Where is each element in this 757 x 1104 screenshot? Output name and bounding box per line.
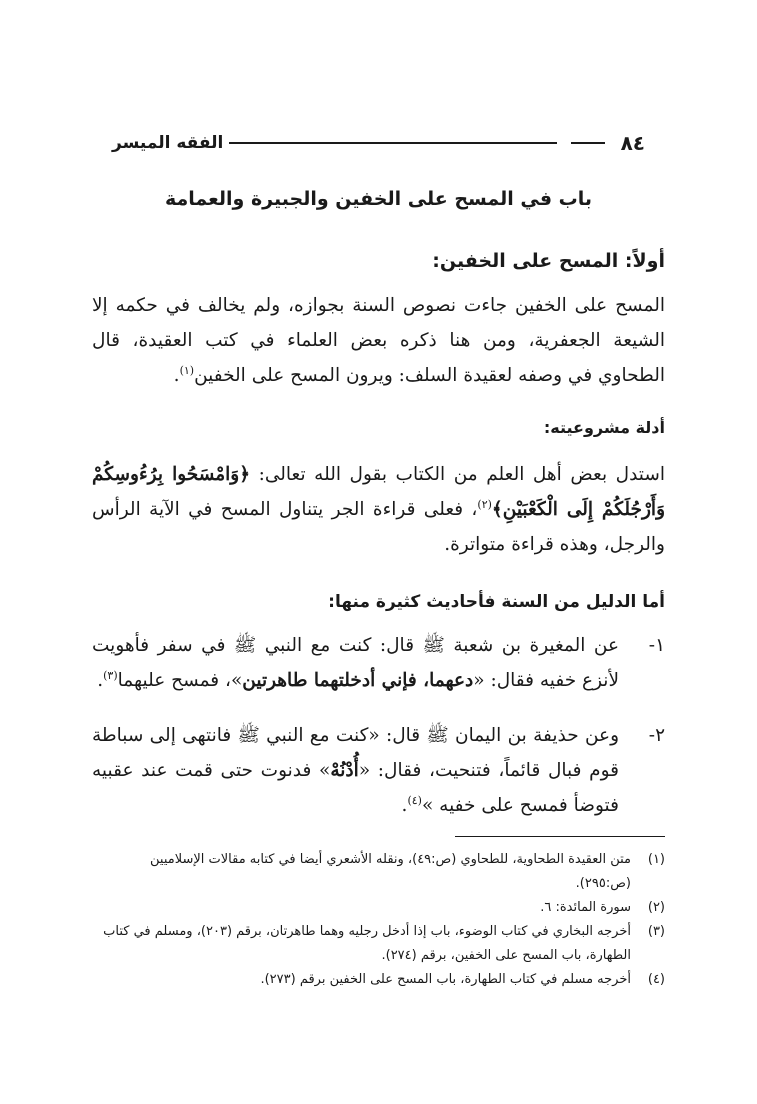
page-number: ٨٤ xyxy=(620,131,645,155)
footnote xyxy=(92,848,665,896)
section-title: أولاً: المسح على الخفين: xyxy=(432,250,665,272)
chapter-title: باب في المسح على الخفين والجبيرة والعمامة xyxy=(165,188,592,210)
hadith-text-after: »، فمسح عليهما xyxy=(117,670,243,691)
footnote-text: أخرجه مسلم في كتاب الطهارة، باب المسح على الخفين برقم (٢٧٣). xyxy=(260,972,631,987)
footnote-number: (٢) xyxy=(647,900,665,915)
hadith-item xyxy=(92,718,665,823)
intro-text: المسح على الخفين جاءت نصوص السنة بجوازه، ولم يخالف في حكمه إلا الشيعة الجعفرية، ومن هنا ذكره بعض العلماء في كتب العقيدة، قال الطحاوي في وصفه لعقيدة السلف: ويرون المسح على الخفين xyxy=(92,295,665,386)
intro-paragraph xyxy=(92,288,665,393)
hadith-end: . xyxy=(97,670,104,691)
hadith-text xyxy=(92,628,619,698)
footnote-separator xyxy=(455,836,665,837)
running-header xyxy=(112,128,645,158)
footnote-number: (١) xyxy=(647,852,665,867)
evidence-text-before: استدل بعض أهل العلم من الكتاب بقول الله تعالى: xyxy=(250,464,666,485)
hadith-number: ١- xyxy=(648,635,665,656)
footnote-ref-2: (٢) xyxy=(477,497,492,511)
book-title: الفقه الميسر xyxy=(112,133,224,153)
hadith-text xyxy=(92,718,619,823)
footnote-number: (٣) xyxy=(647,924,665,939)
hadith-quote: أُدْنُهْ xyxy=(330,760,359,781)
evidence-paragraph xyxy=(92,457,665,562)
quran-verse: ﴿وَامْسَحُوا بِرُءُوسِكُمْ وَأَرْجُلَكُمْ إِلَى الْكَعْبَيْنِ﴾ xyxy=(92,464,665,520)
footnote-ref-4: (٤) xyxy=(407,793,422,807)
intro-end: . xyxy=(173,365,180,386)
header-rule-long xyxy=(229,142,556,144)
hadith-item xyxy=(92,628,665,698)
evidence-text-after: ، فعلى قراءة الجر يتناول المسح في الآية الرأس والرجل، وهذه قراءة متواترة. xyxy=(92,499,665,555)
hadith-quote: دعهما، فإني أدخلتهما طاهرتين xyxy=(242,670,474,691)
footnote xyxy=(92,920,665,968)
footnotes xyxy=(92,848,665,992)
header-rule-short xyxy=(571,142,605,144)
hadith-text-after: » فدنوت حتى قمت عند عقبيه فتوضأ فمسح على خفيه » xyxy=(92,760,619,816)
footnote-ref-1: (١) xyxy=(179,363,195,377)
hadith-text-before: عن المغيرة بن شعبة ﷺ قال: كنت مع النبي ﷺ في سفر فأهويت لأنزع خفيه فقال: « xyxy=(92,635,619,691)
hadith-number: ٢- xyxy=(648,725,665,746)
footnote-text: أخرجه البخاري في كتاب الوضوء، باب إذا أدخل رجليه وهما طاهرتان، برقم (٢٠٣)، ومسلم في كتاب الطهارة، باب المسح على الخفين، برقم (٢٧٤). xyxy=(103,924,631,963)
footnote-number: (٤) xyxy=(647,972,665,987)
hadith-text-before: وعن حذيفة بن اليمان ﷺ قال: «كنت مع النبي ﷺ فانتهى إلى سباطة قوم فبال قائماً، فتنحيت، فقال: « xyxy=(92,725,619,781)
footnote-text: متن العقيدة الطحاوية، للطحاوي (ص:٤٩)، ونقله الأشعري أيضا في كتابه مقالات الإسلاميين (ص:٢٩٥). xyxy=(150,852,631,891)
footnote xyxy=(92,968,665,992)
footnote-text: سورة المائدة: ٦. xyxy=(540,900,631,915)
evidence-heading: أدلة مشروعيته: xyxy=(543,418,665,437)
footnote-ref-3: (٣) xyxy=(103,668,118,682)
footnote xyxy=(92,896,665,920)
sunnah-heading: أما الدليل من السنة فأحاديث كثيرة منها: xyxy=(328,592,665,612)
hadith-end: . xyxy=(401,795,408,816)
